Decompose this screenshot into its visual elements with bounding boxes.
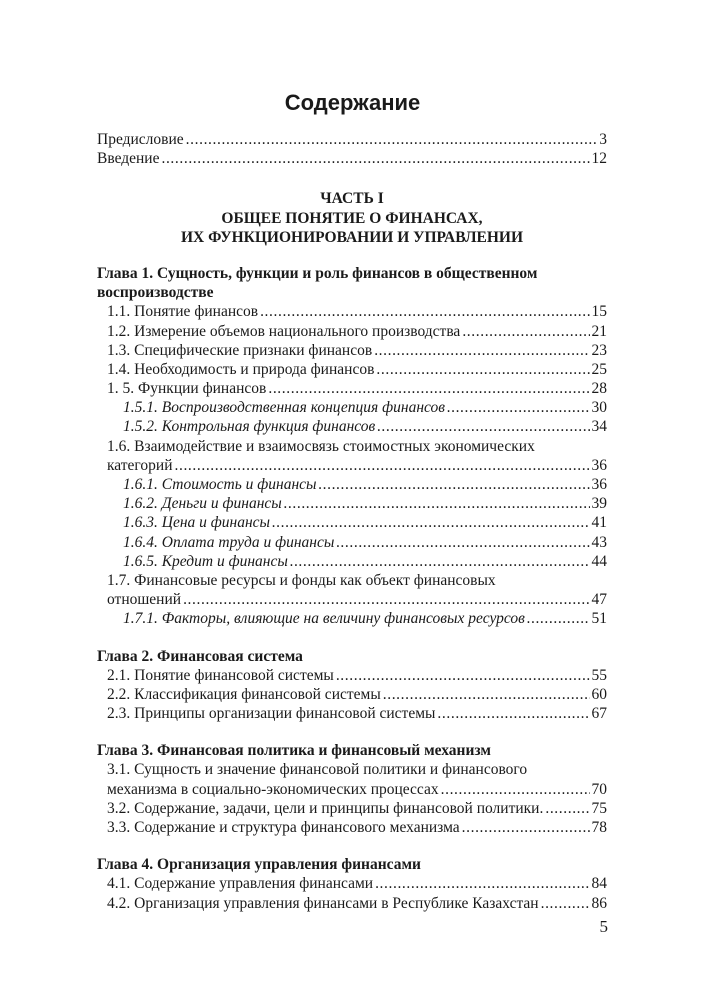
toc-entry-first-line: 3.1. Сущность и значение финансовой политики и финансового xyxy=(107,761,528,779)
toc-entry-page: 60 xyxy=(591,685,607,703)
dot-leader xyxy=(376,360,589,379)
toc-entry-page: 30 xyxy=(591,399,607,417)
toc-entry-introduction[interactable] xyxy=(97,149,607,168)
toc-entry[interactable] xyxy=(97,322,607,341)
toc-entry[interactable] xyxy=(97,685,607,704)
toc-entry-label: 4.1. Содержание управления финансами xyxy=(107,875,374,893)
toc-entry-page: 70 xyxy=(591,780,607,798)
chapter-title-line: воспроизводстве xyxy=(97,284,214,302)
dot-leader xyxy=(374,341,589,360)
toc-entry-label: 1.6.2. Деньги и финансы xyxy=(123,495,282,513)
toc-entry-label: механизма в социально-экономических процессах xyxy=(107,780,439,798)
chapter-heading[interactable] xyxy=(97,741,607,760)
part-title-line: ИХ ФУНКЦИОНИРОВАНИИ И УПРАВЛЕНИИ xyxy=(180,228,524,246)
toc-entry-page: 47 xyxy=(591,591,607,609)
toc-entry[interactable] xyxy=(97,590,607,609)
dot-leader xyxy=(527,609,590,628)
toc-entry-label: 1.3. Специфические признаки финансов xyxy=(107,341,373,359)
toc-entry[interactable] xyxy=(97,456,607,475)
toc-entry-page: 41 xyxy=(591,514,607,532)
chapter-title-line: Глава 3. Финансовая политика и финансовый механизм xyxy=(97,742,491,760)
toc-entry-page: 78 xyxy=(591,819,607,837)
toc-entry-label: 3.3. Содержание и структура финансового механизма xyxy=(107,819,460,837)
dot-leader xyxy=(462,322,589,341)
toc-entry[interactable] xyxy=(97,818,607,837)
toc-entry[interactable] xyxy=(97,379,607,398)
dot-leader xyxy=(336,533,589,552)
toc-entry[interactable] xyxy=(97,704,607,723)
dot-leader xyxy=(175,456,590,475)
toc-entry-page: 75 xyxy=(591,799,607,817)
toc-entry-label: Предисловие xyxy=(97,131,184,148)
dot-leader xyxy=(383,685,590,704)
toc-subentry[interactable] xyxy=(97,513,607,532)
toc-entry-page: 12 xyxy=(591,150,607,168)
toc-entry-page: 21 xyxy=(591,322,607,340)
toc-subentry[interactable] xyxy=(97,552,607,571)
dot-leader xyxy=(260,302,589,321)
toc-entry-page: 67 xyxy=(591,705,607,723)
toc-entry-page: 84 xyxy=(591,875,607,893)
toc-entry-label: Введение xyxy=(97,150,160,168)
dot-leader xyxy=(545,799,589,818)
dot-leader xyxy=(541,894,590,913)
toc-entry-label: 1.1. Понятие финансов xyxy=(107,303,259,321)
toc-entry-page: 39 xyxy=(591,495,607,513)
dot-leader xyxy=(437,704,589,723)
toc-subentry[interactable] xyxy=(97,475,607,494)
toc-subentry[interactable] xyxy=(97,533,607,552)
chapter-heading[interactable] xyxy=(97,264,607,302)
chapter-title-line: Глава 1. Сущность, функции и роль финансов в общественном xyxy=(97,264,538,282)
toc-entry-page: 55 xyxy=(591,666,607,684)
chapter-title-line: Глава 2. Финансовая система xyxy=(97,647,303,665)
chapter-heading[interactable] xyxy=(97,855,607,874)
toc-subentry[interactable] xyxy=(97,494,607,513)
toc-entry-label: 1.4. Необходимость и природа финансов xyxy=(107,360,375,378)
dot-leader xyxy=(161,149,589,168)
toc-entry[interactable] xyxy=(97,894,607,913)
page-number: 5 xyxy=(599,917,608,936)
toc-entry-page: 3 xyxy=(599,131,607,148)
dot-leader xyxy=(336,666,590,685)
dot-leader xyxy=(319,475,590,494)
toc-entry-label: 1.6.5. Кредит и финансы xyxy=(123,552,288,570)
dot-leader xyxy=(284,494,590,513)
toc-entry-label: 2.1. Понятие финансовой системы xyxy=(107,666,334,684)
toc-entry[interactable] xyxy=(97,341,607,360)
toc-entry-page: 86 xyxy=(591,894,607,912)
dot-leader xyxy=(272,513,589,532)
toc-entry[interactable] xyxy=(97,874,607,893)
toc-entry-page: 15 xyxy=(591,303,607,321)
toc-entry-label: 4.2. Организация управления финансами в Республике Казахстан xyxy=(107,894,539,912)
toc-entry-page: 25 xyxy=(591,360,607,378)
toc-entry-page: 36 xyxy=(591,456,607,474)
part-number: ЧАСТЬ I xyxy=(320,190,384,208)
toc-entry-page: 51 xyxy=(591,610,607,628)
toc-entry-label: 1.2. Измерение объемов национального производства xyxy=(107,322,461,340)
toc-entry-label: 1.6.1. Стоимость и финансы xyxy=(123,476,317,494)
part-heading xyxy=(97,189,607,247)
toc-entry-label: 1.7.1. Факторы, влияющие на величину финансовых ресурсов xyxy=(123,610,525,628)
dot-leader xyxy=(290,552,590,571)
dot-leader xyxy=(375,874,589,893)
toc-entry-page: 28 xyxy=(591,380,607,398)
toc-entry-page: 23 xyxy=(591,341,607,359)
toc-subentry[interactable] xyxy=(97,609,607,628)
toc-entry-label: 1.6.4. Оплата труда и финансы xyxy=(123,533,335,551)
toc-entry-label: 1. 5. Функции финансов xyxy=(107,380,267,398)
page-title: Содержание xyxy=(284,90,421,115)
toc-entry-label: 1.5.2. Контрольная функция финансов xyxy=(123,418,376,436)
toc-entry-label: категорий xyxy=(107,456,173,474)
toc-entry-label: отношений xyxy=(107,591,182,609)
toc-entry-label: 1.5.1. Воспроизводственная концепция финансов xyxy=(123,399,445,417)
dot-leader xyxy=(268,379,589,398)
table-of-contents xyxy=(97,130,607,913)
toc-entry-label: 3.2. Содержание, задачи, цели и принципы финансовой политики. xyxy=(107,799,544,817)
toc-entry-label: 1.6.3. Цена и финансы xyxy=(123,514,271,532)
toc-entry[interactable] xyxy=(97,799,607,818)
dot-leader xyxy=(377,417,589,436)
toc-subentry[interactable] xyxy=(97,417,607,436)
toc-entry[interactable] xyxy=(97,780,607,799)
chapter-title-line: Глава 4. Организация управления финансами xyxy=(97,856,421,874)
toc-entry-label: 2.3. Принципы организации финансовой системы xyxy=(107,705,436,723)
toc-entry[interactable] xyxy=(97,360,607,379)
chapter-heading[interactable] xyxy=(97,647,607,666)
dot-leader xyxy=(183,590,589,609)
toc-subentry[interactable] xyxy=(97,398,607,417)
toc-entry-preface[interactable] xyxy=(97,130,607,149)
dot-leader xyxy=(186,130,598,149)
toc-entry-first-line: 1.6. Взаимодействие и взаимосвязь стоимостных экономических xyxy=(107,437,535,455)
dot-leader xyxy=(447,398,590,417)
dot-leader xyxy=(441,780,590,799)
toc-entry-first-line: 1.7. Финансовые ресурсы и фонды как объект финансовых xyxy=(107,571,496,589)
dot-leader xyxy=(462,818,590,837)
toc-entry-page: 43 xyxy=(591,533,607,551)
part-title-line: ОБЩЕЕ ПОНЯТИЕ О ФИНАНСАХ, xyxy=(221,209,483,227)
toc-entry[interactable] xyxy=(97,302,607,321)
toc-entry-page: 44 xyxy=(591,552,607,570)
toc-entry-label: 2.2. Классификация финансовой системы xyxy=(107,685,381,703)
toc-entry[interactable] xyxy=(97,666,607,685)
toc-entry-page: 36 xyxy=(591,476,607,494)
toc-entry-page: 34 xyxy=(591,418,607,436)
